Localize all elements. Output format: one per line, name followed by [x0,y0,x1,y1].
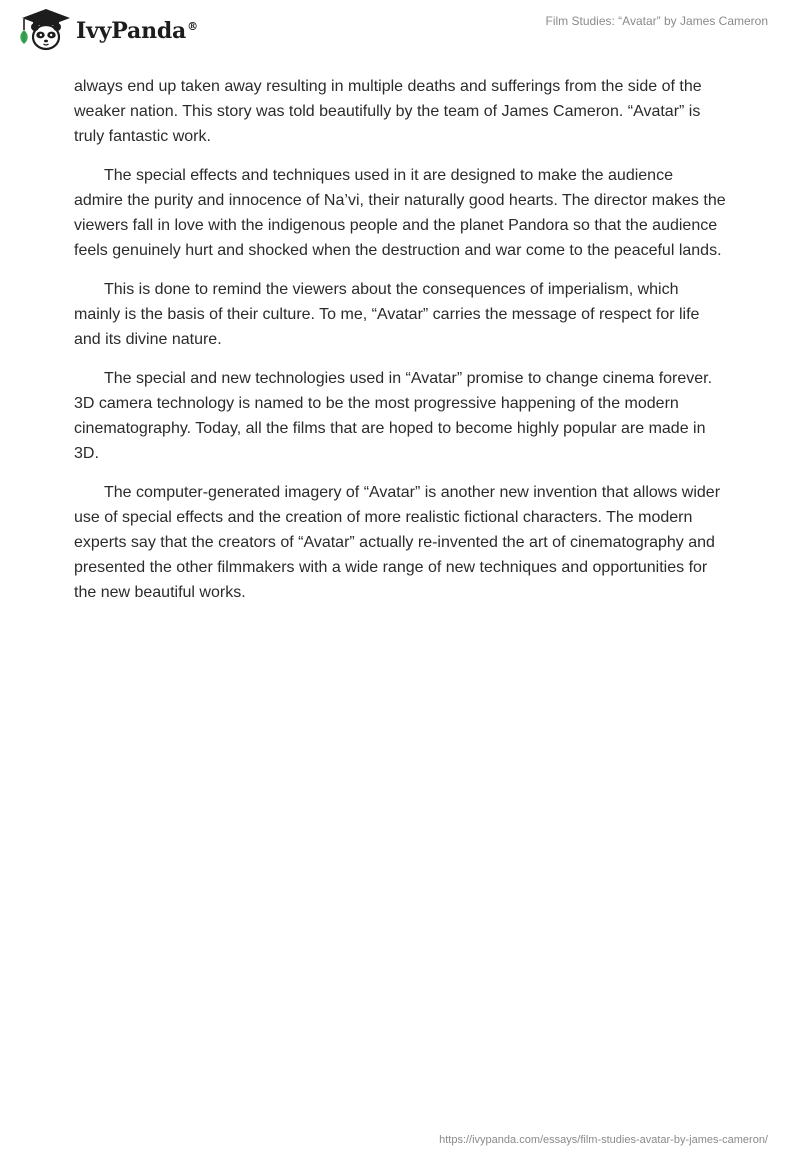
registered-mark: ® [187,19,198,33]
essay-body [74,74,726,619]
paragraph-4: The special and new technologies used in “Avatar” promise to change cinema forever. 3D camera technology is named to be the most progressive happening of the modern cinematography. Today, all the films that are hoped to become highly popular are made in 3D. [74,370,713,462]
paragraph-1: always end up taken away resulting in multiple deaths and sufferings from the side of the weaker nation. This story was told beautifully by the team of James Cameron. “Avatar” is truly fantastic work. [74,78,702,145]
paragraph-3: This is done to remind the viewers about the consequences of imperialism, which mainly is the basis of their culture. To me, “Avatar” carries the message of respect for life and its divine nature. [74,281,700,348]
panda-graduation-cap-icon [14,6,72,54]
source-url[interactable]: https://ivypanda.com/essays/film-studies-avatar-by-james-cameron/ [439,1134,768,1146]
paragraph-2: The special effects and techniques used in it are designed to make the audience admire the purity and innocence of Na’vi, their naturally good hearts. The director makes the viewers fall in love with the indigenous people and the planet Pandora so that the audience feels genuinely hurt and shocked when the destruction and war come to the peaceful lands. [74,167,726,259]
page-header [0,0,800,60]
brand-name: IvyPanda® [76,18,198,44]
document-title: Film Studies: “Avatar” by James Cameron [545,14,768,28]
ivypanda-logo[interactable] [14,6,198,54]
paragraph-5: The computer-generated imagery of “Avatar” is another new invention that allows wider use of special effects and the creation of more realistic fictional characters. The modern experts say that the creators of “Avatar” actually re-invented the art of cinematography and presented the other filmmakers with a wide range of new techniques and opportunities for the new beautiful works. [74,484,721,601]
